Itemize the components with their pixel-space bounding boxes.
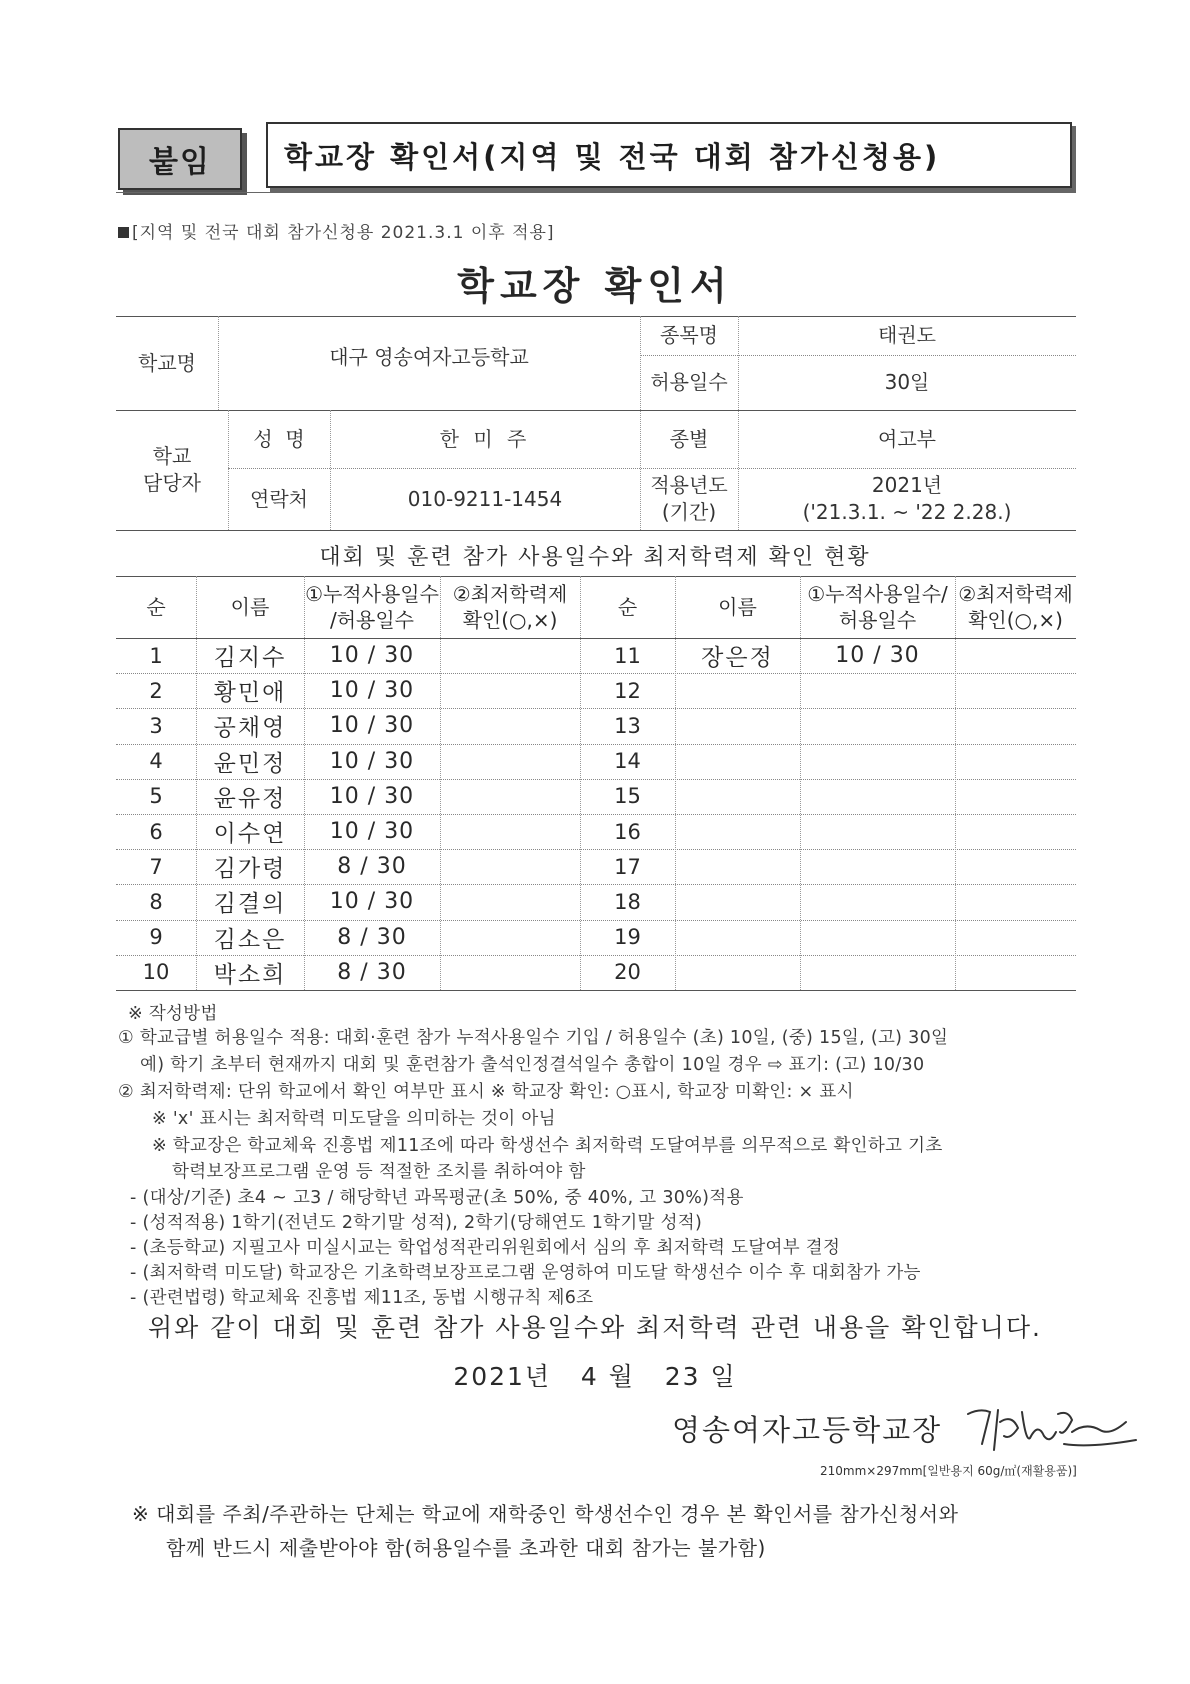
min-grade-check-left (440, 884, 580, 919)
min-grade-check-right (955, 673, 1076, 708)
used-days-left: 10 / 30 (329, 643, 415, 669)
used-days-left: 10 / 30 (329, 889, 415, 915)
min-grade-check-right (955, 849, 1076, 884)
row-number-right: 19 (614, 925, 641, 950)
used-days-left: 10 / 30 (329, 783, 415, 809)
student-name-left: 김가령 (213, 856, 287, 883)
row-number-right: 20 (614, 960, 641, 985)
used-days-left: 8 / 30 (337, 924, 407, 950)
principal-signature (960, 1392, 1140, 1462)
header-days-left-line1: ①누적사용일수 (305, 582, 439, 606)
used-days-left: 10 / 30 (329, 678, 415, 704)
row-number-right: 17 (614, 854, 641, 879)
header-check-left-line2: 확인(○,×) (462, 608, 558, 632)
used-days-right (800, 779, 955, 814)
applicability-note (118, 218, 555, 243)
min-grade-check-right (955, 779, 1076, 814)
section-title: 대회 및 훈련 참가 사용일수와 최저학력제 확인 현황 (319, 545, 871, 570)
instruction-line: - (관련법령) 학교체육 진흥법 제11조, 동법 시행규칙 제6조 (130, 1288, 594, 1308)
header-check-right-line1: ②최저학력제 (958, 582, 1073, 606)
instruction-line: ① 학교급별 허용일수 적용: 대회·훈련 참가 누적사용일수 기입 / 허용일수 (초) 10일, (중) 15일, (고) 30일 (118, 1028, 949, 1048)
min-grade-check-right (955, 708, 1076, 743)
header-days-right-line1: ①누적사용일수/ (807, 582, 948, 606)
year-label (640, 468, 738, 530)
header-days-right (800, 576, 955, 638)
header-days-left (304, 576, 440, 638)
used-days-left: 8 / 30 (337, 854, 407, 880)
year-value-line2: ('21.3.1. ~ '22 2.28.) (802, 500, 1012, 524)
instruction-line: ② 최저학력제: 단위 학교에서 확인 여부만 표시 ※ 학교장 확인: ○표시, 학교장 미확인: × 표시 (118, 1082, 854, 1102)
row-number-right: 12 (614, 678, 641, 703)
student-name-left: 윤민정 (213, 750, 287, 777)
row-number-left: 4 (149, 749, 163, 774)
row-number-right: 15 (614, 784, 641, 809)
sport-value: 태권도 (878, 323, 936, 347)
student-name-right (675, 708, 800, 743)
min-grade-check-right (955, 744, 1076, 779)
header-divider (116, 192, 1076, 193)
row-number-left: 9 (149, 925, 163, 950)
row-number-left: 3 (149, 713, 163, 738)
instruction-line: ※ 'x' 표시는 최저학력 미도달을 의미하는 것이 아님 (152, 1109, 556, 1129)
student-name-right (675, 920, 800, 955)
header-no-right: 순 (617, 595, 638, 619)
manager-name: 한 미 주 (439, 426, 531, 451)
student-name-left: 김지수 (213, 645, 287, 672)
student-name-right: 장은정 (701, 645, 774, 672)
division-value: 여고부 (878, 426, 936, 451)
header-check-left-line1: ②최저학력제 (452, 582, 568, 606)
min-grade-check-right (955, 884, 1076, 919)
instruction-line: - (성적적용) 1학기(전년도 2학기말 성적), 2학기(당해연도 1학기말 성적) (130, 1213, 703, 1233)
student-name-left: 윤유정 (213, 785, 287, 812)
row-number-left: 6 (149, 819, 163, 844)
student-name-right (675, 779, 800, 814)
min-grade-check-left (440, 673, 580, 708)
confirmation-date: 2021년 4 월 23 일 (453, 1362, 737, 1391)
used-days-left: 8 / 30 (337, 959, 407, 985)
min-grade-check-left (440, 638, 580, 673)
school-label: 학교명 (138, 350, 196, 375)
min-grade-check-right (955, 638, 1076, 673)
student-name-left: 박소희 (213, 961, 287, 988)
student-name-left: 황민애 (213, 680, 287, 707)
contact-value: 010-9211-1454 (407, 486, 563, 511)
min-grade-check-right (955, 814, 1076, 849)
header-name-right: 이름 (718, 595, 757, 619)
used-days-right (800, 955, 955, 990)
allowed-days-value: 30일 (884, 370, 930, 394)
manager-label-line2: 담당자 (143, 471, 201, 495)
used-days-right (800, 744, 955, 779)
row-number-left: 5 (149, 784, 163, 809)
sport-label: 종목명 (660, 323, 718, 347)
row-number-right: 13 (614, 713, 641, 738)
header-check-right-line2: 확인(○,×) (968, 608, 1063, 632)
row-number-left: 8 (149, 889, 163, 914)
used-days-right (800, 708, 955, 743)
min-grade-check-left (440, 955, 580, 990)
min-grade-check-left (440, 708, 580, 743)
header-check-left (440, 576, 580, 638)
row-line (116, 990, 1076, 991)
instruction-line: - (대상/기준) 초4 ~ 고3 / 해당학년 과목평균(초 50%, 중 40%, 고 30%)적용 (130, 1188, 744, 1208)
info-line (116, 530, 1076, 531)
student-name-right (675, 955, 800, 990)
year-label-line1: 적용년도 (650, 473, 728, 497)
school-value: 대구 영송여자고등학교 (329, 344, 529, 369)
row-number-right: 11 (614, 643, 641, 668)
row-number-right: 18 (614, 889, 641, 914)
row-number-left: 7 (149, 854, 163, 879)
used-days-left: 10 / 30 (329, 819, 415, 845)
instruction-line: ※ 학교장은 학교체육 진흥법 제11조에 따라 학생선수 최저학력 도달여부를 의무적으로 확인하고 기초 (152, 1136, 943, 1156)
student-name-right (675, 744, 800, 779)
manager-label (116, 410, 228, 530)
allowed-days-label: 허용일수 (650, 370, 728, 394)
used-days-right: 10 / 30 (835, 643, 920, 669)
used-days-right (800, 884, 955, 919)
row-number-right: 16 (614, 819, 641, 844)
manager-label-line1: 학교 (152, 444, 192, 468)
used-days-right (800, 814, 955, 849)
instruction-line: 예) 학기 초부터 현재까지 대회 및 훈련참가 출석인정결석일수 총합이 10일 경우 ⇨ 표기: (고) 10/30 (140, 1055, 925, 1075)
used-days-right (800, 849, 955, 884)
used-days-right (800, 920, 955, 955)
student-name-left: 김결의 (213, 891, 287, 918)
year-value (738, 468, 1076, 530)
student-name-left: 이수연 (213, 821, 287, 848)
footnote-line: ※ 대회를 주최/주관하는 단체는 학교에 재학중인 학생선수인 경우 본 확인서를 참가신청서와 (132, 1502, 959, 1526)
used-days-left: 10 / 30 (329, 748, 415, 774)
year-value-line1: 2021년 (871, 473, 943, 497)
principal-title: 영송여자고등학교장 (672, 1413, 943, 1447)
document-title: 학교장 확인서 (457, 264, 733, 308)
instruction-line: ※ 작성방법 (128, 1004, 218, 1024)
instruction-line: - (최저학력 미도달) 학교장은 기초학력보장프로그램 운영하여 미도달 학생선수 이수 후 대회참가 가능 (130, 1263, 921, 1283)
student-name-left: 공채영 (213, 715, 287, 742)
min-grade-check-left (440, 849, 580, 884)
row-number-left: 2 (149, 678, 163, 703)
footnote-line: 함께 반드시 제출받아야 함(허용일수를 초과한 대회 참가는 불가함) (166, 1536, 766, 1560)
header-days-left-line2: /허용일수 (329, 608, 415, 632)
year-label-line2: (기간) (661, 500, 717, 524)
square-bullet-icon (118, 227, 129, 238)
applicability-note-text: [지역 및 전국 대회 참가신청용 2021.3.1 이후 적용] (132, 223, 555, 243)
instruction-line: 학력보장프로그램 운영 등 적절한 조치를 취하여야 함 (172, 1162, 586, 1182)
header-name-left: 이름 (230, 595, 270, 619)
instruction-line: - (초등학교) 지필고사 미실시교는 학업성적관리위원회에서 심의 후 최저학력 도달여부 결정 (130, 1238, 841, 1258)
min-grade-check-left (440, 814, 580, 849)
used-days-right (800, 673, 955, 708)
attachment-tag: 붙임 (118, 128, 242, 190)
student-name-left: 김소은 (213, 926, 287, 953)
division-label: 종별 (669, 426, 709, 451)
min-grade-check-left (440, 744, 580, 779)
student-name-right (675, 849, 800, 884)
contact-label: 연락처 (250, 486, 308, 511)
header-days-right-line2: 허용일수 (838, 608, 917, 632)
name-label: 성 명 (253, 426, 305, 451)
row-number-left: 10 (142, 960, 170, 985)
used-days-left: 10 / 30 (329, 713, 415, 739)
header-no-left: 순 (146, 595, 166, 619)
header-check-right (955, 576, 1076, 638)
student-name-right (675, 673, 800, 708)
row-number-right: 14 (614, 749, 641, 774)
student-name-right (675, 814, 800, 849)
min-grade-check-left (440, 779, 580, 814)
min-grade-check-right (955, 920, 1076, 955)
form-title-box: 학교장 확인서(지역 및 전국 대회 참가신청용) (266, 122, 1072, 188)
student-name-right (675, 884, 800, 919)
row-number-left: 1 (149, 643, 163, 668)
min-grade-check-right (955, 955, 1076, 990)
paper-spec: 210mm×297mm[일반용지 60g/㎡(재활용품)] (820, 1464, 1077, 1478)
min-grade-check-left (440, 920, 580, 955)
confirmation-statement: 위와 같이 대회 및 훈련 참가 사용일수와 최저학력 관련 내용을 확인합니다. (148, 1313, 1042, 1342)
